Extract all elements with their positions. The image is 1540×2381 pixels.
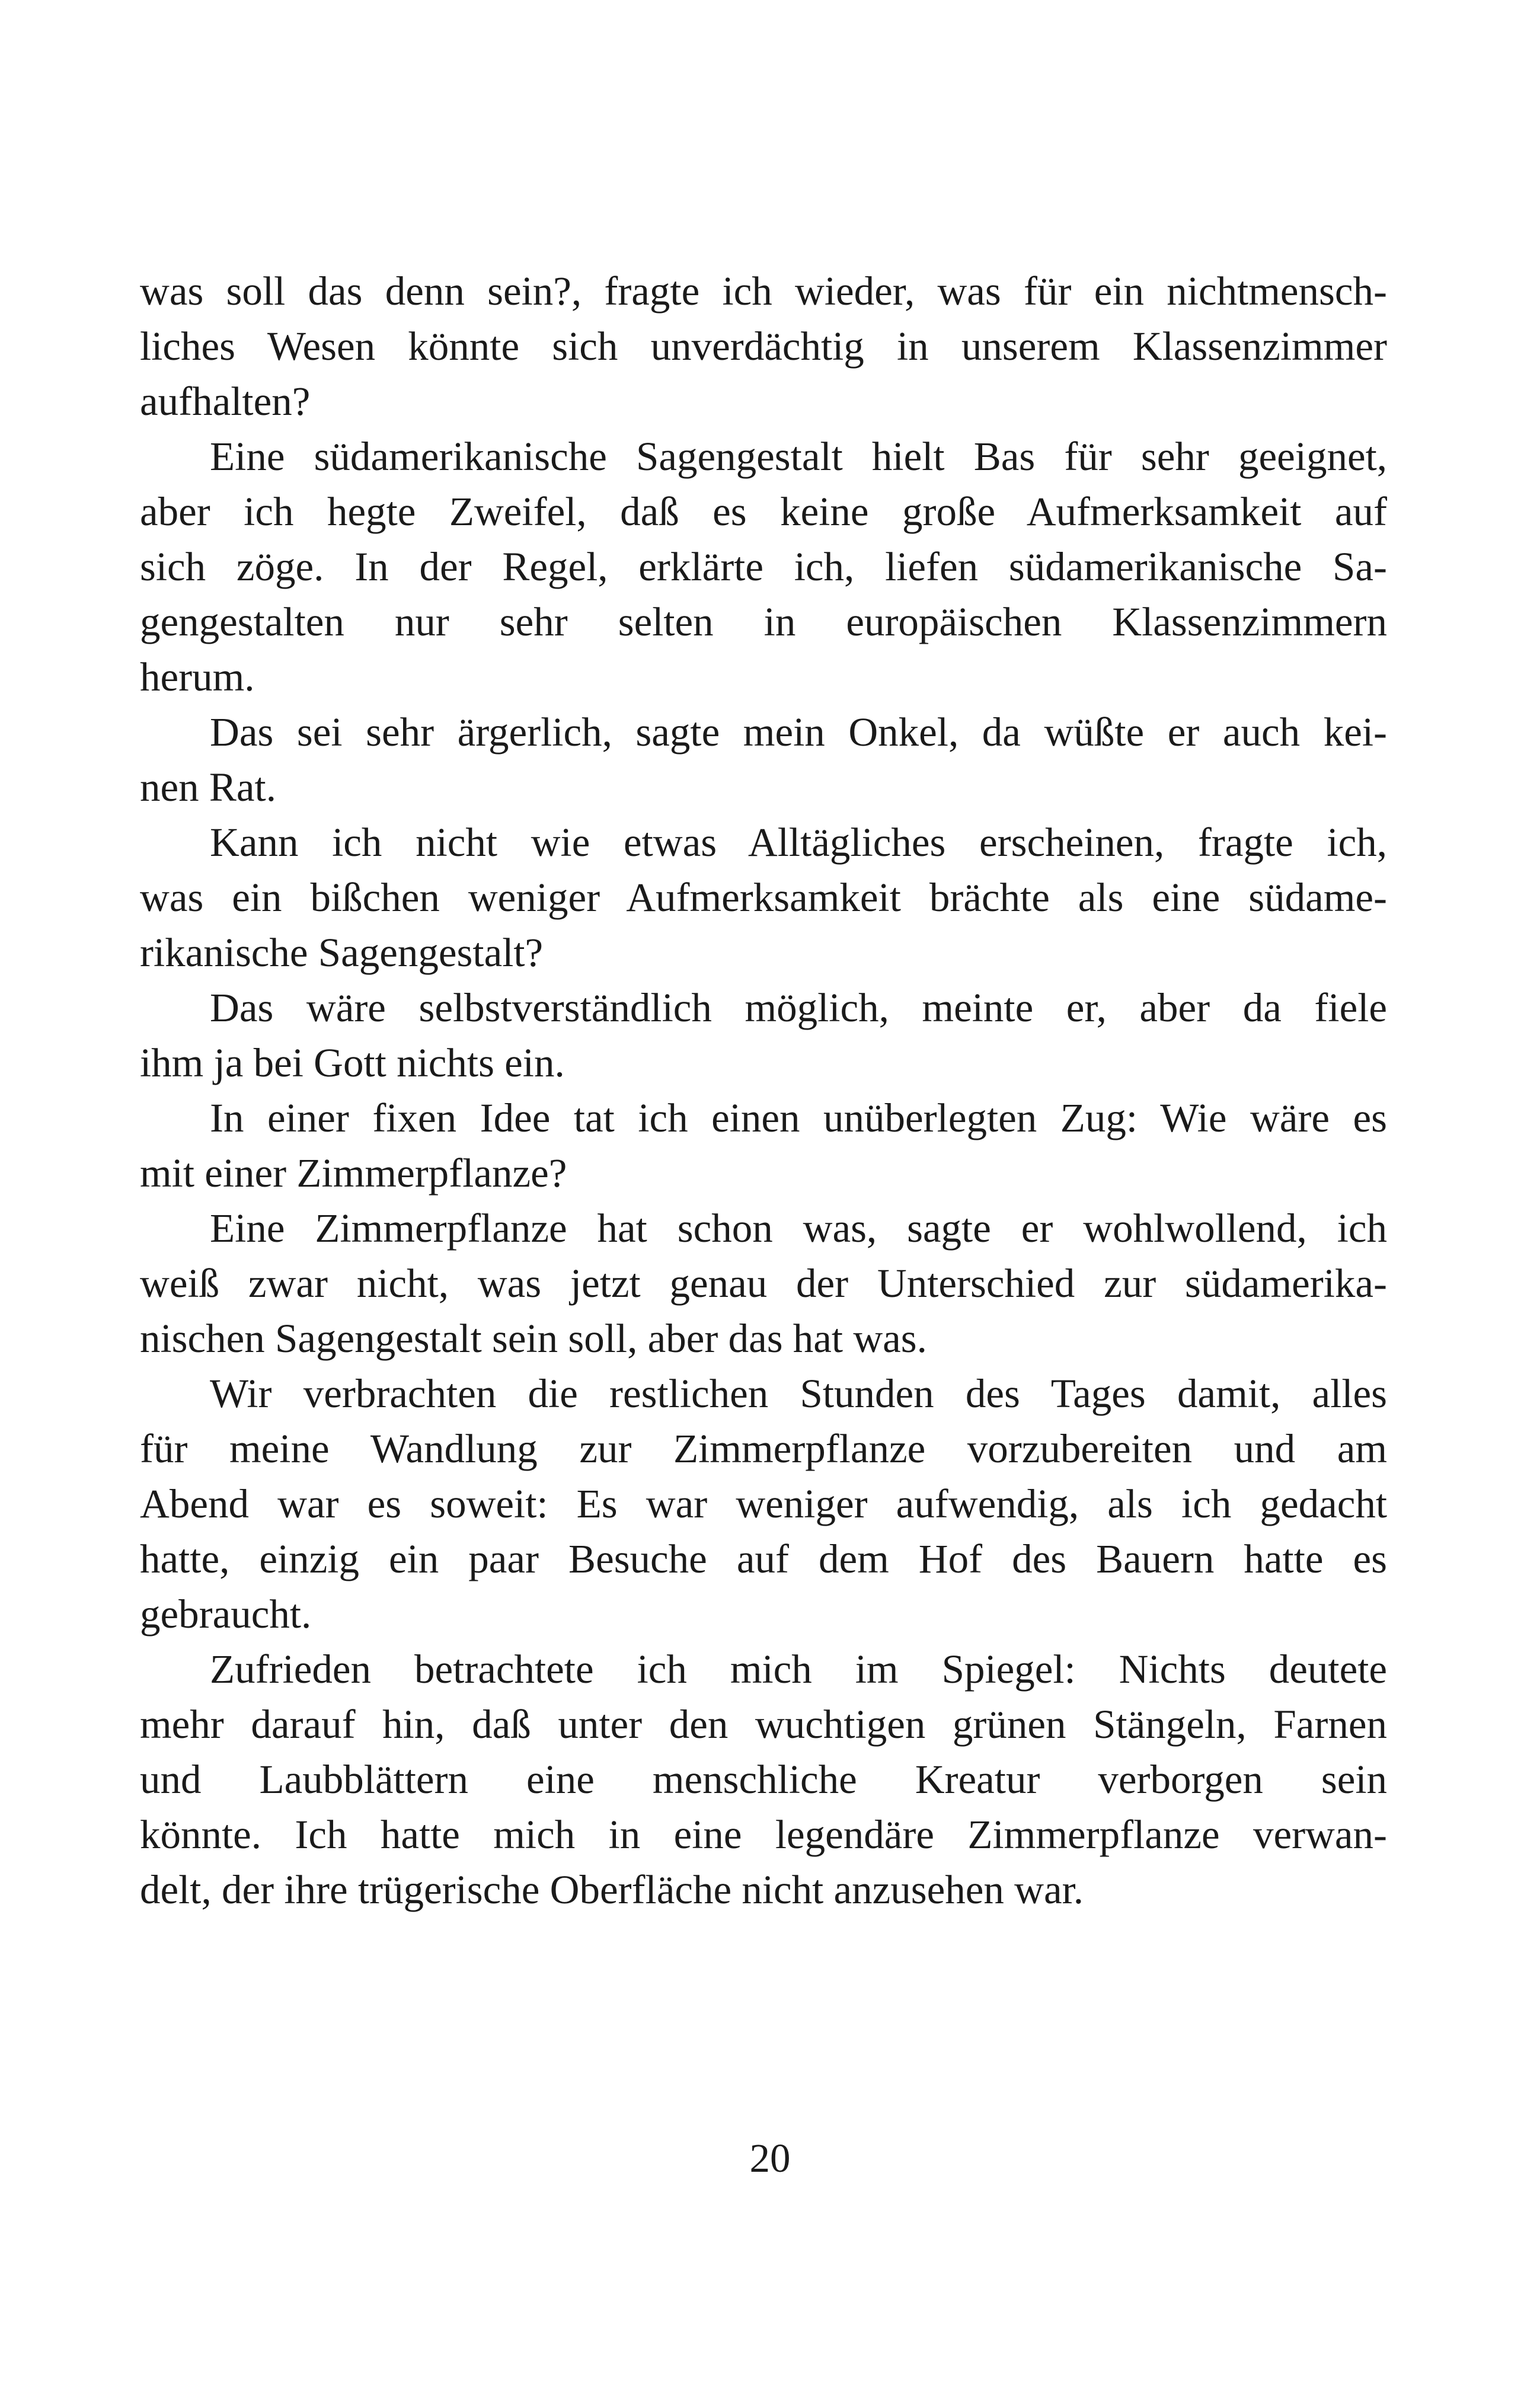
text-line: Abend war es soweit: Es war weniger aufwendig, als ich gedacht [140,1481,1387,1526]
text-line: weiß zwar nicht, was jetzt genau der Unterschied zur südamerika- [140,1261,1387,1306]
text-line: mit einer Zimmerpflanze? [140,1150,567,1196]
text-line: In einer fixen Idee tat ich einen unüberlegten Zug: Wie wäre es [210,1095,1387,1140]
text-line: aber ich hegte Zweifel, daß es keine große Aufmerksamkeit auf [140,489,1387,534]
text-line: was ein bißchen weniger Aufmerksamkeit brächte als eine südame- [140,875,1387,920]
text-line: nischen Sagengestalt sein soll, aber das hat was. [140,1316,927,1361]
text-line: Zufrieden betrachtete ich mich im Spiegel: Nichts deutete [210,1647,1387,1692]
text-line: mehr darauf hin, daß unter den wuchtigen grünen Stängeln, Farnen [140,1702,1387,1747]
text-line: ihm ja bei Gott nichts ein. [140,1040,565,1085]
text-line: und Laubblättern eine menschliche Kreatur verborgen sein [140,1757,1387,1802]
text-line: könnte. Ich hatte mich in eine legendäre Zimmerpflanze verwan- [140,1812,1387,1857]
text-line: delt, der ihre trügerische Oberfläche nicht anzusehen war. [140,1867,1084,1912]
text-line: Kann ich nicht wie etwas Alltägliches erscheinen, fragte ich, [210,820,1387,865]
page-number: 20 [749,2136,791,2181]
text-line: gebraucht. [140,1591,312,1637]
text-line: nen Rat. [140,765,276,810]
text-line: Eine Zimmerpflanze hat schon was, sagte er wohlwollend, ich [210,1206,1387,1251]
text-line: Eine südamerikanische Sagengestalt hielt Bas für sehr geeignet, [210,434,1387,479]
text-line: sich zöge. In der Regel, erklärte ich, liefen südamerikanische Sa- [140,544,1387,589]
text-line: für meine Wandlung zur Zimmerpflanze vorzubereiten und am [140,1426,1387,1471]
text-line: gengestalten nur sehr selten in europäischen Klassenzimmern [140,599,1387,644]
text-line: aufhalten? [140,379,311,424]
text-line: Wir verbrachten die restlichen Stunden des Tages damit, alles [210,1371,1387,1416]
text-line: Das wäre selbstverständlich möglich, meinte er, aber da fiele [210,985,1387,1030]
text-line: liches Wesen könnte sich unverdächtig in unserem Klassenzimmer [140,324,1387,369]
text-line: was soll das denn sein?, fragte ich wieder, was für ein nichtmensch- [140,269,1387,314]
text-line: Das sei sehr ärgerlich, sagte mein Onkel, da wüßte er auch kei- [210,709,1387,755]
text-line: hatte, einzig ein paar Besuche auf dem Hof des Bauern hatte es [140,1536,1387,1581]
text-line: rikanische Sagengestalt? [140,930,544,975]
body-text [140,264,1387,1917]
text-line: herum. [140,654,255,699]
